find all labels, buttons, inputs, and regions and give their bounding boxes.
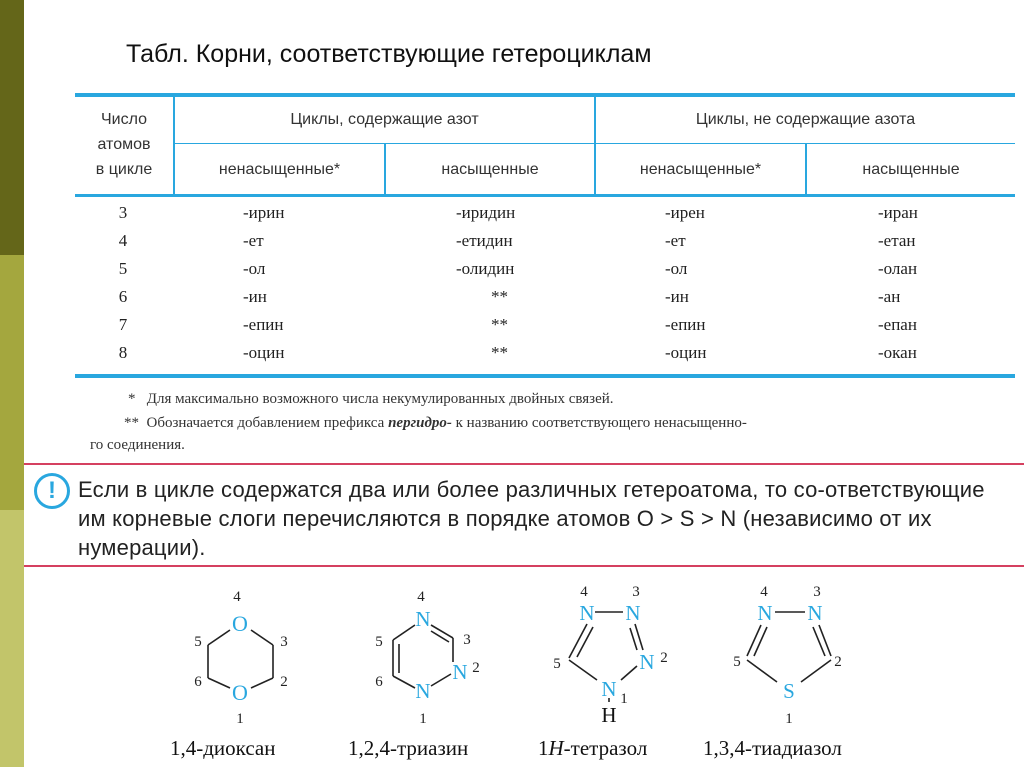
- sidebar-band-light: [0, 510, 24, 767]
- root-n-saturated: **: [491, 343, 508, 362]
- root-n-saturated: **: [491, 315, 508, 334]
- svg-text:3: 3: [813, 584, 821, 600]
- molecule-name-triazine: 1,2,4-триазин: [348, 736, 469, 760]
- subheader-nn-saturated: насыщенные: [862, 161, 960, 178]
- root-nn-unsaturated: -ирен: [665, 203, 705, 222]
- row-atom-count: 6: [118, 287, 128, 306]
- sidebar-band-dark: [0, 0, 24, 255]
- rule-note-box: [24, 463, 1024, 567]
- row-atom-count: 8: [118, 343, 128, 362]
- oxygen-atom: O: [232, 611, 248, 636]
- footnote-2: [124, 415, 747, 432]
- triazine-structure: [365, 580, 495, 730]
- nitrogen-atom: N: [757, 601, 773, 625]
- root-nn-saturated: -окан: [878, 343, 917, 362]
- oxygen-atom: O: [232, 680, 248, 705]
- table-row: [75, 231, 1015, 259]
- svg-text:2: 2: [280, 674, 288, 690]
- row-atom-count: 3: [118, 203, 128, 222]
- slide-title: Табл. Корни, соответствующие гетероциклам: [126, 40, 652, 68]
- nitrogen-atom: N: [639, 650, 655, 674]
- molecule-thiadiazole: [725, 580, 855, 730]
- svg-text:4: 4: [417, 589, 425, 605]
- rule-note-text: Если в цикле содержатся два или более различных гетероатома, то со-ответствующие им корневые слоги перечисляются в порядке атомов O > S > N (независимо от их нумерации).: [78, 477, 985, 560]
- table-row: [75, 259, 1015, 287]
- roots-table: [75, 93, 1015, 379]
- tetrazole-name-prefix: 1: [538, 736, 549, 760]
- row-atom-count: 4: [118, 231, 128, 250]
- group-header-nitrogen: Циклы, содержащие азот: [290, 111, 479, 128]
- footnote-2-continuation: го соединения.: [90, 437, 185, 453]
- svg-text:1: 1: [419, 711, 427, 727]
- footnote-2-text-end: к названию соответствующего ненасыщенно-: [451, 415, 747, 431]
- col-header-line-2: атомов: [97, 136, 151, 153]
- sidebar-band-mid: [0, 255, 24, 510]
- molecule-name-thiadiazole: 1,3,4-тиадиазол: [703, 736, 842, 760]
- decorative-sidebar: [0, 0, 24, 767]
- tetrazole-name-italic: H: [548, 736, 564, 760]
- root-nn-unsaturated: -ин: [665, 287, 689, 306]
- root-n-saturated: -олидин: [456, 259, 515, 278]
- svg-text:1: 1: [620, 691, 628, 707]
- molecule-name-tetrazole: [538, 736, 647, 761]
- col-header-line-1: Число: [100, 111, 147, 128]
- footnote-2-text: Обозначается добавлением префикса: [146, 415, 389, 431]
- table-row: [75, 315, 1015, 343]
- svg-text:5: 5: [375, 634, 383, 650]
- root-n-unsaturated: -ин: [243, 287, 267, 306]
- subheader-n-unsaturated: ненасыщенные*: [218, 161, 341, 178]
- table-bottom-rule: [75, 374, 1015, 378]
- root-nn-saturated: -етан: [878, 231, 916, 250]
- root-n-saturated: **: [491, 287, 508, 306]
- dioxane-structure: [185, 580, 295, 730]
- svg-text:4: 4: [233, 589, 241, 605]
- svg-text:3: 3: [280, 634, 288, 650]
- group-header-no-nitrogen: Циклы, не содержащие азота: [695, 111, 916, 128]
- svg-text:5: 5: [733, 654, 741, 670]
- svg-text:6: 6: [375, 674, 383, 690]
- table-row: [75, 343, 1015, 371]
- table-top-rule: [75, 93, 1015, 97]
- svg-text:6: 6: [194, 674, 202, 690]
- tetrazole-name-suffix: -тетразол: [563, 736, 648, 760]
- root-n-unsaturated: -епин: [243, 315, 284, 334]
- svg-text:3: 3: [463, 632, 471, 648]
- root-nn-unsaturated: -оцин: [665, 343, 707, 362]
- svg-text:3: 3: [632, 584, 640, 600]
- nitrogen-atom: N: [601, 677, 617, 701]
- nitrogen-atom: N: [807, 601, 823, 625]
- molecule-triazine: [365, 580, 495, 730]
- svg-text:1: 1: [785, 711, 793, 727]
- root-nn-unsaturated: -ет: [665, 231, 686, 250]
- root-n-unsaturated: -ол: [243, 259, 266, 278]
- col-header-line-3: в цикле: [95, 161, 153, 178]
- svg-text:2: 2: [660, 650, 668, 666]
- root-n-unsaturated: -оцин: [243, 343, 285, 362]
- svg-text:2: 2: [472, 660, 480, 676]
- svg-text:5: 5: [553, 656, 561, 672]
- footnote-2-prefix: пергидро-: [388, 415, 452, 431]
- nitrogen-atom: N: [452, 660, 468, 684]
- molecule-tetrazole: [545, 580, 680, 730]
- root-nn-unsaturated: -ол: [665, 259, 688, 278]
- footnote-1: [128, 391, 614, 408]
- root-n-saturated: -етидин: [456, 231, 513, 250]
- root-nn-unsaturated: -епин: [665, 315, 706, 334]
- svg-text:2: 2: [834, 654, 842, 670]
- svg-text:5: 5: [194, 634, 202, 650]
- sulfur-atom: S: [783, 679, 795, 703]
- svg-text:4: 4: [760, 584, 768, 600]
- svg-text:1: 1: [236, 711, 244, 727]
- nitrogen-atom: N: [415, 607, 431, 631]
- root-nn-saturated: -иран: [878, 203, 918, 222]
- root-n-saturated: -иридин: [456, 203, 516, 222]
- row-atom-count: 7: [118, 315, 128, 334]
- subheader-nn-unsaturated: ненасыщенные*: [639, 161, 762, 178]
- root-n-unsaturated: -ирин: [243, 203, 285, 222]
- row-atom-count: 5: [118, 259, 128, 278]
- hydrogen-atom: H: [601, 703, 617, 727]
- root-nn-saturated: -ан: [878, 287, 901, 306]
- table-row: [75, 203, 1015, 231]
- thiadiazole-structure: [725, 580, 855, 730]
- table-row: [75, 287, 1015, 315]
- root-nn-saturated: -олан: [878, 259, 918, 278]
- exclamation-icon: !: [34, 473, 70, 509]
- molecule-name-dioxane: 1,4-диоксан: [170, 736, 276, 760]
- nitrogen-atom: N: [415, 679, 431, 703]
- table-header-rule: [75, 194, 1015, 197]
- footnote-1-mark: *: [128, 391, 136, 407]
- col-header-atoms: [75, 107, 173, 182]
- nitrogen-atom: N: [625, 601, 641, 625]
- tetrazole-structure: [545, 580, 680, 730]
- molecule-dioxane: [185, 580, 295, 730]
- nitrogen-atom: N: [579, 601, 595, 625]
- root-nn-saturated: -епан: [878, 315, 917, 334]
- root-n-unsaturated: -ет: [243, 231, 264, 250]
- svg-text:4: 4: [580, 584, 588, 600]
- subheader-n-saturated: насыщенные: [441, 161, 539, 178]
- footnote-1-text: Для максимально возможного числа некумулированных двойных связей.: [146, 391, 614, 407]
- footnote-2-mark: **: [124, 415, 139, 431]
